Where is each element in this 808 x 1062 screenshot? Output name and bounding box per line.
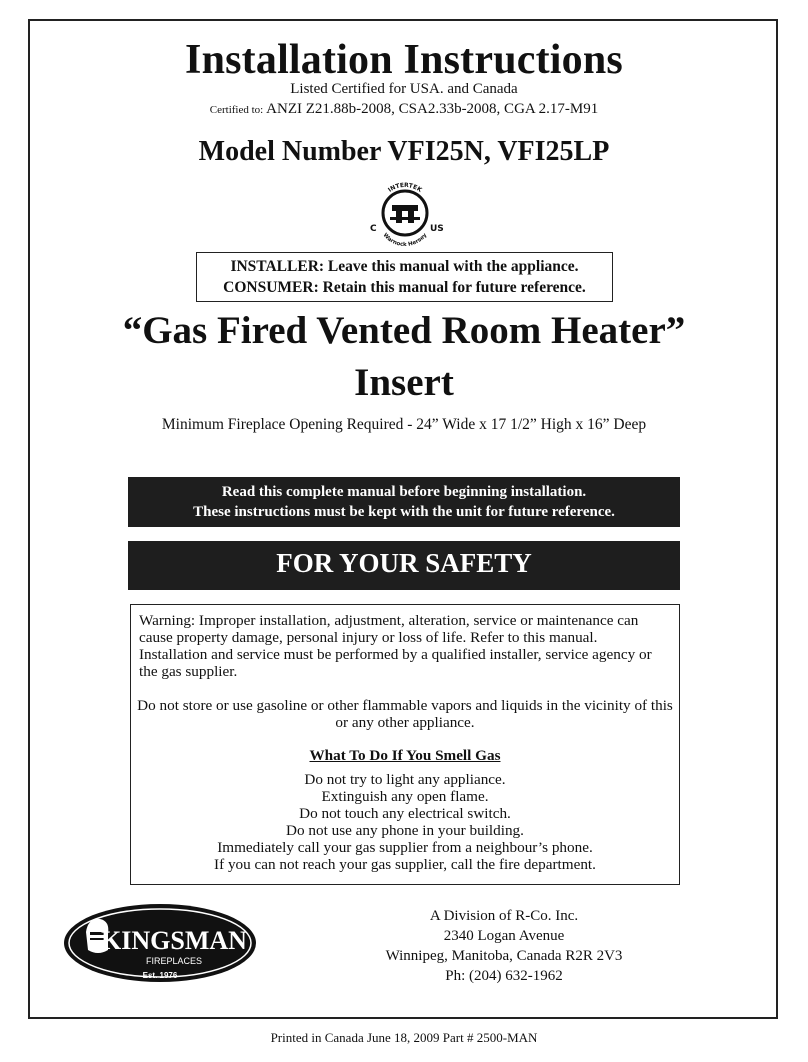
logo-brand-text: KINGSMAN [101, 926, 247, 955]
fireplace-opening-requirement: Minimum Fireplace Opening Required - 24” Wide x 17 1/2” High x 16” Deep [161, 416, 647, 433]
safety-heading: FOR YOUR SAFETY [128, 541, 680, 590]
print-footer: Printed in Canada June 18, 2009 Part # 2500-MAN [270, 1030, 538, 1045]
listed-certified-text: Listed Certified for USA. and Canada [290, 81, 518, 97]
installer-notice-box [196, 252, 613, 302]
certified-prefix: Certified to: [209, 104, 264, 116]
cert-mark-bottom-text: Warnock Hersey [381, 232, 429, 247]
list-item: Do not touch any electrical switch. [299, 805, 511, 822]
installer-notice-line: INSTALLER: Leave this manual with the appliance. [230, 258, 579, 275]
cert-mark-top-text: INTERTEK [386, 181, 423, 194]
list-item: If you can not reach your gas supplier, call the fire department. [214, 856, 596, 873]
read-manual-line2: These instructions must be kept with the unit for future reference. [193, 504, 615, 520]
company-address [354, 906, 654, 986]
product-name [0, 305, 808, 409]
consumer-notice-line: CONSUMER: Retain this manual for future reference. [223, 279, 586, 296]
list-item: Immediately call your gas supplier from a neighbour’s phone. [217, 839, 593, 856]
cert-mark-right-text: US [430, 224, 444, 234]
smell-gas-heading: What To Do If You Smell Gas [309, 747, 501, 764]
read-manual-line1: Read this complete manual before beginning installation. [221, 484, 587, 500]
flammable-warning-text: Do not store or use gasoline or other flammable vapors and liquids in the vicinity of this or any other appliance. [137, 697, 673, 731]
product-name-line2: Insert [354, 361, 454, 404]
certification-mark-icon [360, 177, 450, 247]
certified-standards-list: ANZI Z21.88b-2008, CSA2.33b-2008, CGA 2.17-M91 [266, 101, 599, 117]
product-name-line1: “Gas Fired Vented Room Heater” [122, 309, 686, 352]
read-manual-notice [128, 477, 680, 527]
address-line: A Division of R-Co. Inc. [429, 908, 579, 924]
phone-line: Ph: (204) 632-1962 [445, 968, 563, 984]
logo-sub-text: FIREPLACES [145, 956, 203, 966]
cert-mark-left-text: C [370, 224, 377, 234]
logo-est-text: Est. 1976 [142, 971, 178, 980]
kingsman-logo [62, 902, 258, 984]
list-item: Do not use any phone in your building. [286, 822, 524, 839]
address-line: Winnipeg, Manitoba, Canada R2R 2V3 [385, 948, 623, 964]
smell-gas-steps [131, 771, 679, 873]
address-line: 2340 Logan Avenue [443, 928, 565, 944]
page-title: Installation Instructions [185, 37, 623, 83]
list-item: Extinguish any open flame. [321, 788, 489, 805]
safety-warning-box [130, 604, 680, 885]
model-number: Model Number VFI25N, VFI25LP [198, 136, 610, 167]
list-item: Do not try to light any appliance. [304, 771, 506, 788]
warning-text: Warning: Improper installation, adjustment, alteration, service or maintenance can cause property damage, personal injury or loss of life. Refer to this manual. Installation and service must be performed by a qualified installer, service agency or the gas supplier. [139, 612, 652, 680]
certified-standards [0, 101, 808, 118]
